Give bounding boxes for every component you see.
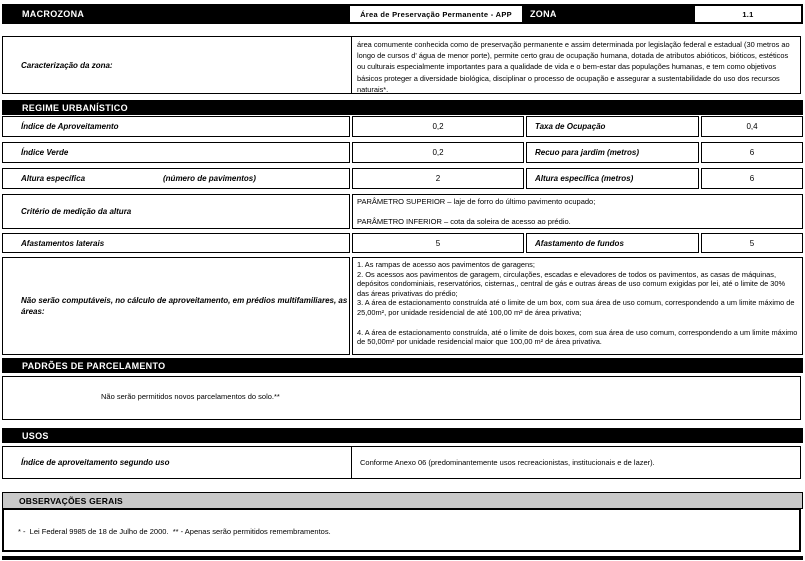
altura-pavimentos-label-sub: (número de pavimentos) (163, 174, 256, 183)
caracterizacao-row (2, 36, 801, 94)
regime-section-bar: REGIME URBANÍSTICO (2, 100, 803, 115)
observacoes-box (2, 508, 801, 552)
criterio-medicao-label: Critério de medição da altura (2, 194, 350, 229)
list-item: 2. Os acessos aos pavimentos de garagem, circulações, escadas e elevadores de todos os pavimentos, as casas de máquinas, depósitos condominiais, reservatórios, cisternas,, central de gás e outras áreas de uso comum exigidas por lei, até o limite de 30% das áreas privativas do prédio; (357, 269, 786, 298)
nao-computaveis-list (352, 257, 803, 355)
criterio-inferior: PARÂMETRO INFERIOR – cota da soleira de acesso ao prédio. (357, 217, 571, 226)
parcelamento-section-bar: PADRÕES DE PARCELAMENTO (2, 358, 803, 373)
table-row (2, 194, 803, 229)
indice-aproveitamento-label: Índice de Aproveitamento (2, 116, 350, 137)
caracterizacao-label: Caracterização da zona: (3, 37, 352, 93)
zona-label: ZONA (530, 9, 557, 19)
indice-verde-value: 0,2 (352, 142, 524, 163)
taxa-ocupacao-value: 0,4 (701, 116, 803, 137)
table-row (2, 168, 803, 189)
afastamento-fundos-label: Afastamento de fundos (526, 233, 699, 253)
caracterizacao-text: área comumente conhecida como de preservação permanente e assim determinada por legislação federal e estadual (30 metros ao longo de cursos d' água de menor porte), permite certo grau de ocupação humana, dotada de atributos abióticos, bióticos, estéticos ou culturais especialmente importantes para a qualidade de vida e o bem-estar das populações humanas, e tem como objetivos básicos proteger a diversidade biológica, disciplinar o processo de ocupação e assegurar a sustentabilidade do uso dos recursos naturais*. (357, 40, 790, 94)
indice-verde-label: Índice Verde (2, 142, 350, 163)
altura-metros-label: Altura específica (metros) (526, 168, 699, 189)
criterio-medicao-text (352, 194, 803, 229)
afastamentos-laterais-label: Afastamentos laterais (2, 233, 350, 253)
parcelamento-box (2, 376, 801, 420)
regime-table (2, 116, 803, 355)
observacoes-section-bar: OBSERVAÇÕES GERAIS (2, 492, 803, 509)
altura-pavimentos-label (2, 168, 350, 189)
observacoes-text: * - Lei Federal 9985 de 18 de Julho de 2000. ** - Apenas serão permitidos remembramentos. (18, 527, 331, 536)
recuo-jardim-label: Recuo para jardim (metros) (526, 142, 699, 163)
list-item: 3. A área de estacionamento construída até o limite de um box, com sua área de uso comum, correspondendo a um limite máximo de 25,00m², por unidade residencial de até 100,00 m² de área privativa; (357, 298, 795, 317)
indice-uso-value: Conforme Anexo 06 (predominantemente usos recreacionistas, institucionais e de lazer). (360, 458, 655, 467)
macrozona-value-box: Área de Preservação Permanente - APP (350, 6, 522, 22)
afastamentos-laterais-value: 5 (352, 233, 524, 253)
criterio-superior: PARÂMETRO SUPERIOR – laje de forro do último pavimento ocupado; (357, 197, 596, 206)
table-row (2, 142, 803, 163)
afastamento-fundos-value: 5 (701, 233, 803, 253)
altura-metros-value: 6 (701, 168, 803, 189)
table-row (2, 257, 803, 355)
list-item: 1. As rampas de acesso aos pavimentos de garagens; (357, 260, 535, 269)
indice-aproveitamento-value: 0,2 (352, 116, 524, 137)
altura-pavimentos-value: 2 (352, 168, 524, 189)
recuo-jardim-value: 6 (701, 142, 803, 163)
table-row (2, 116, 803, 137)
macrozona-label: MACROZONA (22, 9, 85, 19)
indice-uso-label: Índice de aproveitamento segundo uso (3, 447, 352, 478)
altura-pavimentos-label-main: Altura específica (21, 174, 86, 183)
bottom-cutoff-bar (2, 556, 803, 560)
usos-section-bar: USOS (2, 428, 803, 443)
macrozona-header-bar (2, 4, 803, 24)
zona-value-box: 1.1 (695, 6, 801, 22)
list-item: 4. A área de estacionamento construída, até o limite de dois boxes, com sua área de uso comum, correspondendo a um limite máximo de 50,00m² por unidade residencial maior que 100,00 m² de área privativa. (357, 327, 798, 347)
taxa-ocupacao-label: Taxa de Ocupação (526, 116, 699, 137)
nao-computaveis-label: Não serão computáveis, no cálculo de aproveitamento, em prédios multifamiliares, as áreas: (2, 257, 350, 355)
parcelamento-text: Não serão permitidos novos parcelamentos do solo.** (101, 392, 280, 401)
usos-row (2, 446, 801, 479)
table-row (2, 233, 803, 253)
